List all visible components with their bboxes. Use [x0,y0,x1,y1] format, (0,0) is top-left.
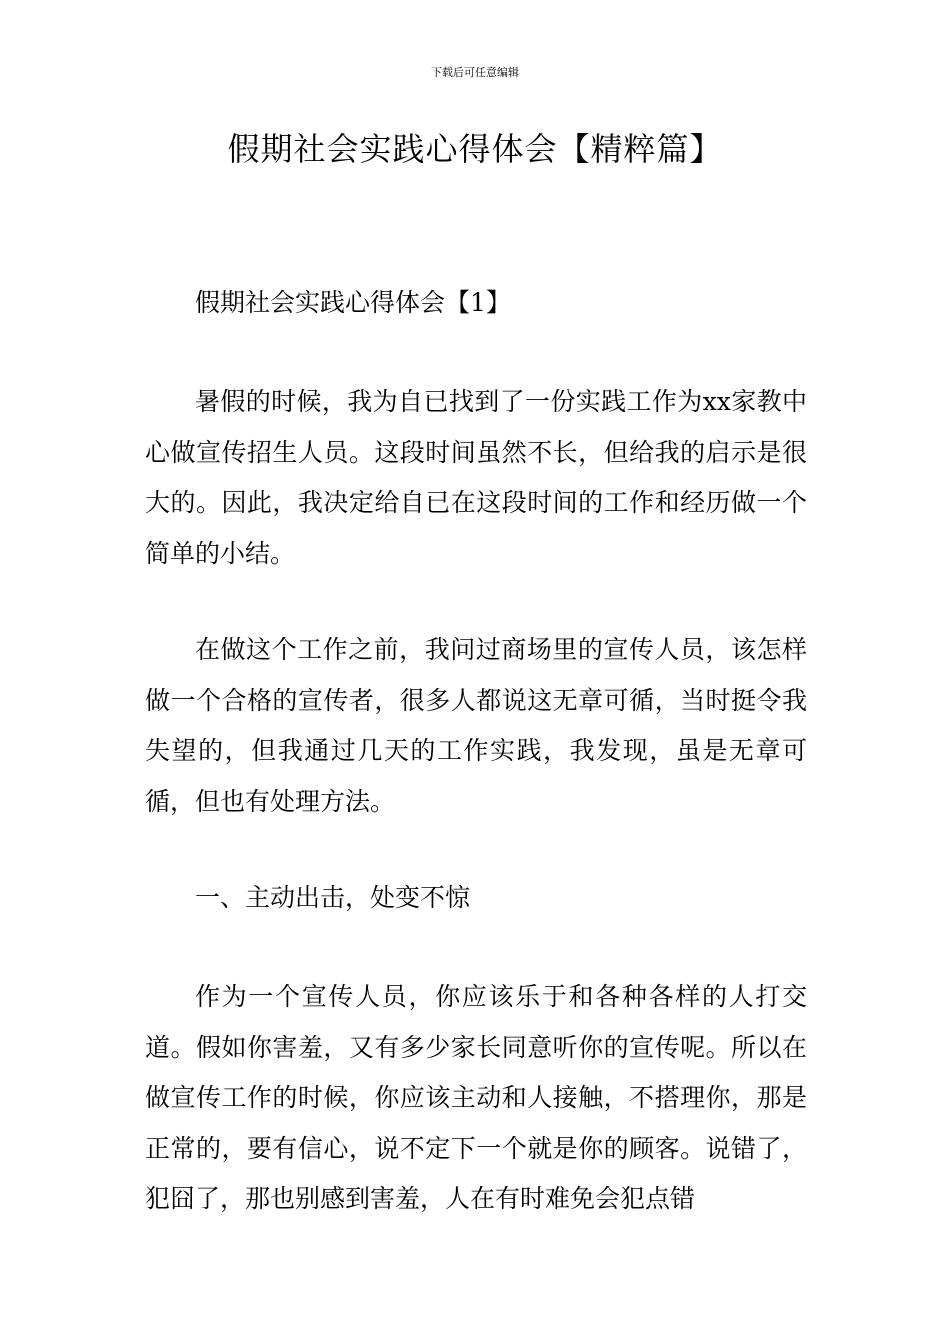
section-heading-2: 一、主动出击，处变不惊 [195,883,471,912]
paragraph: 在做这个工作之前，我问过商场里的宣传人员，该怎样做一个合格的宣传者，很多人都说这无章可循，当时挺令我失望的，但我通过几天的工作实践，我发现，虽是无章可循，但也有处理方法。 [145,635,807,816]
paragraph: 作为一个宣传人员，你应该乐于和各种各样的人打交道。假如你害羞，又有多少家长同意听你的宣传呢。所以在做宣传工作的时候，你应该主动和人接触，不搭理你，那是正常的，要有信心，说不定下一个就是你的顾客。说错了，犯囧了，那也别感到害羞，人在有时难免会犯点错 [145,982,807,1213]
paragraph: 暑假的时候，我为自已找到了一份实践工作为xx家教中心做宣传招生人员。这段时间虽然不长，但给我的启示是很大的。因此，我决定给自已在这段时间的工作和经历做一个简单的小结。 [145,387,807,568]
document-title: 假期社会实践心得体会【精粹篇】 [227,130,723,168]
header-note: 下载后可任意编辑 [431,66,519,79]
section-heading-1: 假期社会实践心得体会【1】 [195,288,511,317]
